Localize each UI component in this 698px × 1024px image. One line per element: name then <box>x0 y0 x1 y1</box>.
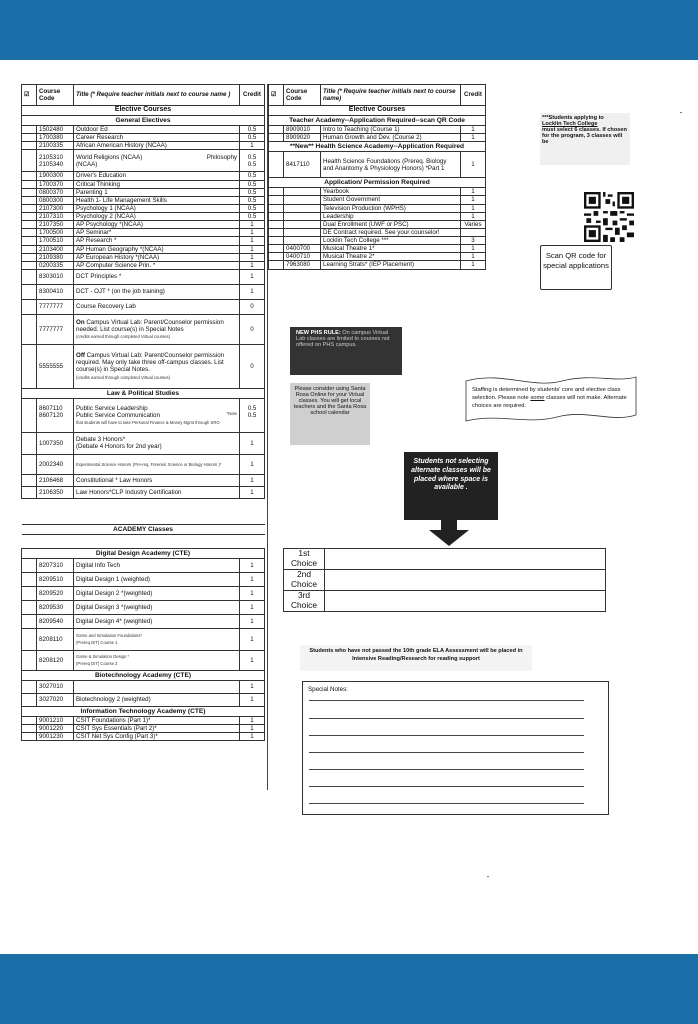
course-title: Digital Design 3 *(weighted) <box>74 600 240 614</box>
course-code: 0400700 <box>284 245 321 253</box>
course-title: Television Production (WPHS) <box>321 204 461 212</box>
course-title: CSIT Foundations (Part 1)* <box>74 716 240 724</box>
table-row <box>269 204 486 212</box>
course-credit: 1 <box>240 716 265 724</box>
course-checkbox[interactable] <box>22 299 37 314</box>
course-credit: 1 <box>461 204 486 212</box>
checkbox-icon: ☑ <box>22 85 37 106</box>
course-title: CSIT Net Sys Config (Part 3)* <box>74 733 240 741</box>
course-code <box>284 220 321 228</box>
course-code: 3027010 <box>37 680 74 693</box>
course-checkbox[interactable] <box>22 253 37 261</box>
course-code: 7777777 <box>37 299 74 314</box>
course-credit: 0 <box>240 299 265 314</box>
course-checkbox[interactable] <box>22 586 37 600</box>
course-credit: 0.5 <box>240 134 265 142</box>
choice-input-3[interactable] <box>325 591 606 612</box>
table-row <box>22 284 265 299</box>
course-credit: 1 <box>240 486 265 498</box>
course-code: 0800370 <box>37 188 74 196</box>
course-checkbox[interactable] <box>269 237 284 245</box>
course-title: Parenting 1 <box>74 188 240 196</box>
table-row <box>22 237 265 245</box>
course-code: 1502480 <box>37 126 74 134</box>
choice-input-2[interactable] <box>325 570 606 591</box>
course-credit: 1 <box>240 245 265 253</box>
note-line <box>309 752 584 753</box>
course-credit: 1 <box>461 188 486 196</box>
table-row: 2105310 2105340 World Religions (NCAA) Philosophy (NCAA) 0.5 0.5 <box>22 150 265 172</box>
course-title: AP Computer Science Prin. * <box>74 261 240 269</box>
course-checkbox[interactable] <box>22 196 37 204</box>
course-code: 3027020 <box>37 693 74 706</box>
course-credit: 3 <box>461 237 486 245</box>
table-row <box>22 196 265 204</box>
course-code: 0800300 <box>37 196 74 204</box>
course-checkbox[interactable] <box>269 126 284 134</box>
course-title: DCT - OJT * (on the job training) <box>74 284 240 299</box>
section-header: **New** Health Science Academy--Application Required <box>269 142 486 152</box>
col-title: Title (* Require teacher initials next to course name ) <box>74 85 240 106</box>
course-checkbox[interactable] <box>22 126 37 134</box>
table-row: 8417110 Health Science Foundations (Prereq. Biology and Anantomy & Physiology Honors) *Part 1 1 <box>269 152 486 178</box>
table-row <box>22 188 265 196</box>
table-row <box>22 600 265 614</box>
course-title: Course Recovery Lab <box>74 299 240 314</box>
course-title: AP Seminar* <box>74 229 240 237</box>
course-code: 8207310 <box>37 558 74 572</box>
choice-label: 1st Choice <box>284 549 325 570</box>
scan-speck <box>680 112 682 113</box>
course-checkbox[interactable] <box>22 142 37 150</box>
table-row <box>22 245 265 253</box>
table-row <box>22 716 265 724</box>
course-checkbox[interactable] <box>269 253 284 261</box>
table-row: 5555555 Off Campus Virtual Lab: Parent/Counselor permission required. May only take three off-campus classes. List course(s) in Special Notes. (credits earned through completed Virtual courses) 0 <box>22 344 265 388</box>
course-checkbox[interactable] <box>22 693 37 706</box>
course-credit: 1 <box>461 261 486 269</box>
course-title: Digital Design 4* (weighted) <box>74 614 240 628</box>
top-color-band <box>0 0 698 60</box>
course-code: 2106468 <box>37 474 74 486</box>
table-row <box>22 693 265 706</box>
course-code: 8300410 <box>37 284 74 299</box>
col-credit: Credit <box>461 85 486 106</box>
course-checkbox[interactable] <box>22 134 37 142</box>
course-checkbox[interactable] <box>269 220 284 228</box>
table-row: 1007350 Debate 3 Honors* (Debate 4 Honors for 2nd year) 1 <box>22 432 265 454</box>
course-title: DCT Principles * <box>74 269 240 284</box>
alternate-classes-note: Students not selecting alternate classes will be placed where space is available . <box>404 452 498 520</box>
course-code: 8209530 <box>37 600 74 614</box>
course-title: Digital Design 1 (weighted) <box>74 572 240 586</box>
course-credit: 0.5 <box>240 126 265 134</box>
course-checkbox[interactable] <box>22 172 37 180</box>
course-credit: 1 <box>240 693 265 706</box>
course-credit: 1 <box>240 284 265 299</box>
course-checkbox[interactable] <box>22 733 37 741</box>
course-checkbox[interactable] <box>22 213 37 221</box>
course-title: Learning Strats* (IEP Placement) <box>321 261 461 269</box>
qr-code-icon[interactable] <box>583 192 635 242</box>
table-row <box>269 126 486 134</box>
ela-assessment-note: Students who have not passed the 10th grade ELA Assessment will be placed in Intensive Reading/Research for reading support <box>300 645 532 671</box>
course-title: CSIT Sys Essentials (Part 2)* <box>74 725 240 733</box>
course-credit: 1 <box>461 134 486 142</box>
course-checkbox[interactable] <box>22 558 37 572</box>
table-row: 8208110 Game and Simulation Foundations* (Prereq DIT) Course 1 1 <box>22 628 265 650</box>
course-credit: 1 <box>240 558 265 572</box>
new-phs-rule-note: NEW PHS RULE: On campus Virtual Lab classes are limited to courses not offered on PHS campus. <box>290 327 402 375</box>
table-row <box>22 486 265 498</box>
col-title: Title (* Require teacher initials next to course name) <box>321 85 461 106</box>
course-code: 1700370 <box>37 180 74 188</box>
course-title: Health 1- Life Management Skills <box>74 196 240 204</box>
alternate-choice-table <box>283 548 606 612</box>
note-line <box>309 735 584 736</box>
course-credit: 1 <box>240 269 265 284</box>
course-title: AP Psychology *(NCAA) <box>74 221 240 229</box>
course-code: 9001220 <box>37 725 74 733</box>
course-credit: 1 <box>461 253 486 261</box>
course-credit: 1 <box>240 680 265 693</box>
course-code <box>284 196 321 204</box>
course-title: Human Growth and Dev. (Course 2) <box>321 134 461 142</box>
table-row <box>269 228 486 236</box>
section-header: Application/ Permission Required <box>269 178 486 188</box>
course-code: 2106350 <box>37 486 74 498</box>
table-row <box>22 586 265 600</box>
table-row: 8607110 8607120 Public Service Leadership Public Service Communication *Note that students will have to take Personal Finance & Money Mgmt through SRO 0.5 0.5 <box>22 398 265 432</box>
table-row <box>22 558 265 572</box>
course-checkbox[interactable] <box>269 228 284 236</box>
course-code: 1700380 <box>37 134 74 142</box>
special-notes-label: Special Notes: <box>308 686 348 693</box>
course-title <box>74 680 240 693</box>
course-title: Locklin Tech College *** <box>321 237 461 245</box>
course-credit <box>461 228 486 236</box>
course-credit: 0.5 <box>240 213 265 221</box>
course-title: Student Government <box>321 196 461 204</box>
section-header: Elective Courses <box>22 106 265 116</box>
course-code: 2107350 <box>37 221 74 229</box>
course-credit: 1 <box>461 196 486 204</box>
course-code: 9001210 <box>37 716 74 724</box>
course-code <box>284 188 321 196</box>
course-credit: 1 <box>240 253 265 261</box>
table-row <box>22 474 265 486</box>
course-credit: 1 <box>240 261 265 269</box>
course-code: 2109380 <box>37 253 74 261</box>
course-code <box>284 237 321 245</box>
course-code: 8909020 <box>284 134 321 142</box>
course-credit: 0.5 <box>240 172 265 180</box>
course-credit: 1 <box>240 725 265 733</box>
course-credit: 1 <box>240 474 265 486</box>
table-row: 2002340 Experimental Science Honors (Pre-req, Forensic Science or Biology Honors )* 1 <box>22 454 265 474</box>
table-row <box>269 245 486 253</box>
course-code: 8909010 <box>284 126 321 134</box>
course-code: 0200335 <box>37 261 74 269</box>
table-row <box>22 261 265 269</box>
course-credit: 1 <box>240 221 265 229</box>
course-title: AP Research * <box>74 237 240 245</box>
course-code: 1700500 <box>37 229 74 237</box>
course-title: Career Research <box>74 134 240 142</box>
course-checkbox[interactable] <box>269 212 284 220</box>
course-credit: 1 <box>240 229 265 237</box>
course-code: 0400710 <box>284 253 321 261</box>
table-row <box>22 725 265 733</box>
table-row <box>22 180 265 188</box>
table-row <box>22 134 265 142</box>
course-checkbox[interactable] <box>22 614 37 628</box>
course-checkbox[interactable] <box>22 229 37 237</box>
table-row <box>22 229 265 237</box>
course-checkbox[interactable] <box>22 237 37 245</box>
table-row <box>22 142 265 150</box>
section-header: Information Technology Academy (CTE) <box>22 706 265 716</box>
course-code: 8209510 <box>37 572 74 586</box>
course-title: Biotechnology 2 (weighted) <box>74 693 240 706</box>
col-course-code: Course Code <box>284 85 321 106</box>
table-row <box>22 680 265 693</box>
course-checkbox[interactable] <box>22 725 37 733</box>
table-row <box>269 261 486 269</box>
course-credit: 0.5 <box>240 188 265 196</box>
section-header: Digital Design Academy (CTE) <box>22 548 265 558</box>
section-header: Biotechnology Academy (CTE) <box>22 670 265 680</box>
col-credit: Credit <box>240 85 265 106</box>
table-row <box>22 221 265 229</box>
course-checkbox[interactable] <box>22 245 37 253</box>
section-header: Law & Political Studies <box>22 388 265 398</box>
course-checkbox[interactable] <box>269 196 284 204</box>
section-header: Teacher Academy--Application Required--scan QR Code <box>269 116 486 126</box>
course-credit: 0.5 <box>240 180 265 188</box>
course-checkbox[interactable] <box>22 269 37 284</box>
course-title: African American History (NCAA) <box>74 142 240 150</box>
choice-input-1[interactable] <box>325 549 606 570</box>
section-header: General Electives <box>22 116 265 126</box>
course-credit: 1 <box>240 572 265 586</box>
course-code: 8209540 <box>37 614 74 628</box>
course-credit: 1 <box>240 142 265 150</box>
course-credit: 1 <box>461 212 486 220</box>
course-code: 2107310 <box>37 213 74 221</box>
table-row <box>22 614 265 628</box>
section-header: ACADEMY Classes <box>22 524 265 534</box>
course-checkbox[interactable] <box>22 180 37 188</box>
course-credit: Varies <box>461 220 486 228</box>
course-checkbox[interactable] <box>22 680 37 693</box>
course-credit: 1 <box>240 586 265 600</box>
table-row <box>22 253 265 261</box>
course-checkbox[interactable] <box>22 204 37 212</box>
course-title: AP Human Geography *(NCAA) <box>74 245 240 253</box>
course-checkbox[interactable] <box>269 134 284 142</box>
course-code: 8303010 <box>37 269 74 284</box>
course-checkbox[interactable] <box>22 486 37 498</box>
course-title: Digital Design 2 *(weighted) <box>74 586 240 600</box>
table-row: 8208120 Game & Simulation Design * (Prereq DIT) Course 2 1 <box>22 650 265 670</box>
table-row <box>269 188 486 196</box>
santa-rosa-online-note: Please consider using Santa Rosa Online for your Virtual classes. You will get local teachers and the Santa Rosa school calendar <box>290 383 370 445</box>
course-code: 7963080 <box>284 261 321 269</box>
course-checkbox[interactable] <box>22 716 37 724</box>
course-title: Musical Theatre 1* <box>321 245 461 253</box>
right-course-table <box>268 84 486 270</box>
course-checkbox[interactable] <box>269 261 284 269</box>
course-checkbox[interactable] <box>22 572 37 586</box>
course-title: Driver's Education <box>74 172 240 180</box>
course-credit: 1 <box>240 614 265 628</box>
course-title: Critical Thinking <box>74 180 240 188</box>
course-code: 2100335 <box>37 142 74 150</box>
course-title: Law Honors*CLP Industry Certification <box>74 486 240 498</box>
course-checkbox[interactable] <box>22 600 37 614</box>
down-arrow-icon <box>427 520 471 546</box>
note-line <box>309 700 584 701</box>
staffing-note: Staffing is determined by students' core and elective class selection. Please note some classes will not make. Alternate choices are required. <box>462 369 640 429</box>
table-row <box>22 572 265 586</box>
course-code <box>284 212 321 220</box>
course-title: Leadership <box>321 212 461 220</box>
note-line <box>309 718 584 719</box>
table-row <box>269 220 486 228</box>
course-credit: 1 <box>240 600 265 614</box>
choice-label: 3rd Choice <box>284 591 325 612</box>
course-title: Dual Enrollment (UWF or PSC) <box>321 220 461 228</box>
course-checkbox[interactable] <box>269 188 284 196</box>
special-notes-box[interactable] <box>302 681 609 815</box>
course-title: AP European History *(NCAA) <box>74 253 240 261</box>
scan-speck <box>487 876 489 877</box>
course-title: DE Contract required. See your counselor! <box>321 228 461 236</box>
course-title: Musical Theatre 2* <box>321 253 461 261</box>
scan-qr-note: Scan QR code for special applications <box>540 245 612 290</box>
course-code: 9001230 <box>37 733 74 741</box>
course-title: Constitutional * Law Honors <box>74 474 240 486</box>
table-row <box>22 172 265 180</box>
course-code <box>284 228 321 236</box>
note-line <box>309 786 584 787</box>
table-row <box>22 213 265 221</box>
course-title: Psychology 2 (NCAA) <box>74 213 240 221</box>
course-code: 2107300 <box>37 204 74 212</box>
course-title: Psychology 1 (NCAA) <box>74 204 240 212</box>
course-code <box>284 204 321 212</box>
table-row <box>269 134 486 142</box>
table-row <box>269 253 486 261</box>
course-checkbox[interactable] <box>22 221 37 229</box>
course-code: 1700510 <box>37 237 74 245</box>
table-row <box>22 733 265 741</box>
locklin-note: ***Students applying to Locklin Tech College must select 6 classes. If chosen for the program, 3 classes will be <box>540 113 630 165</box>
table-row <box>269 237 486 245</box>
course-checkbox[interactable] <box>22 188 37 196</box>
table-row <box>269 212 486 220</box>
col-course-code: Course Code <box>37 85 74 106</box>
course-code: 1900300 <box>37 172 74 180</box>
course-checkbox[interactable] <box>22 261 37 269</box>
left-course-table <box>21 84 265 741</box>
course-credit: 1 <box>461 126 486 134</box>
course-credit: 1 <box>240 237 265 245</box>
course-code: 2103400 <box>37 245 74 253</box>
course-title: Digital Info Tech <box>74 558 240 572</box>
course-credit: 0.5 <box>240 196 265 204</box>
course-credit: 1 <box>461 245 486 253</box>
course-checkbox[interactable] <box>22 284 37 299</box>
bottom-color-band <box>0 954 698 1024</box>
course-checkbox[interactable] <box>22 474 37 486</box>
table-row <box>269 196 486 204</box>
table-row <box>22 299 265 314</box>
table-row: 7777777 On Campus Virtual Lab: Parent/Counselor permission needed. List course(s) in Special Notes (credits earned through completed Virtual courses) 0 <box>22 314 265 344</box>
course-title: Outdoor Ed <box>74 126 240 134</box>
table-row <box>22 126 265 134</box>
course-title: Yearbook <box>321 188 461 196</box>
section-header: Elective Courses <box>269 106 486 116</box>
course-title: Intro to Teaching (Course 1) <box>321 126 461 134</box>
course-checkbox[interactable] <box>269 245 284 253</box>
course-credit: 0.5 <box>240 204 265 212</box>
note-line <box>309 769 584 770</box>
table-row <box>22 269 265 284</box>
checkbox-icon: ☑ <box>269 85 284 106</box>
course-credit: 1 <box>240 733 265 741</box>
note-line <box>309 803 584 804</box>
table-row <box>22 204 265 212</box>
choice-label: 2nd Choice <box>284 570 325 591</box>
course-checkbox[interactable] <box>269 204 284 212</box>
course-code: 8209520 <box>37 586 74 600</box>
